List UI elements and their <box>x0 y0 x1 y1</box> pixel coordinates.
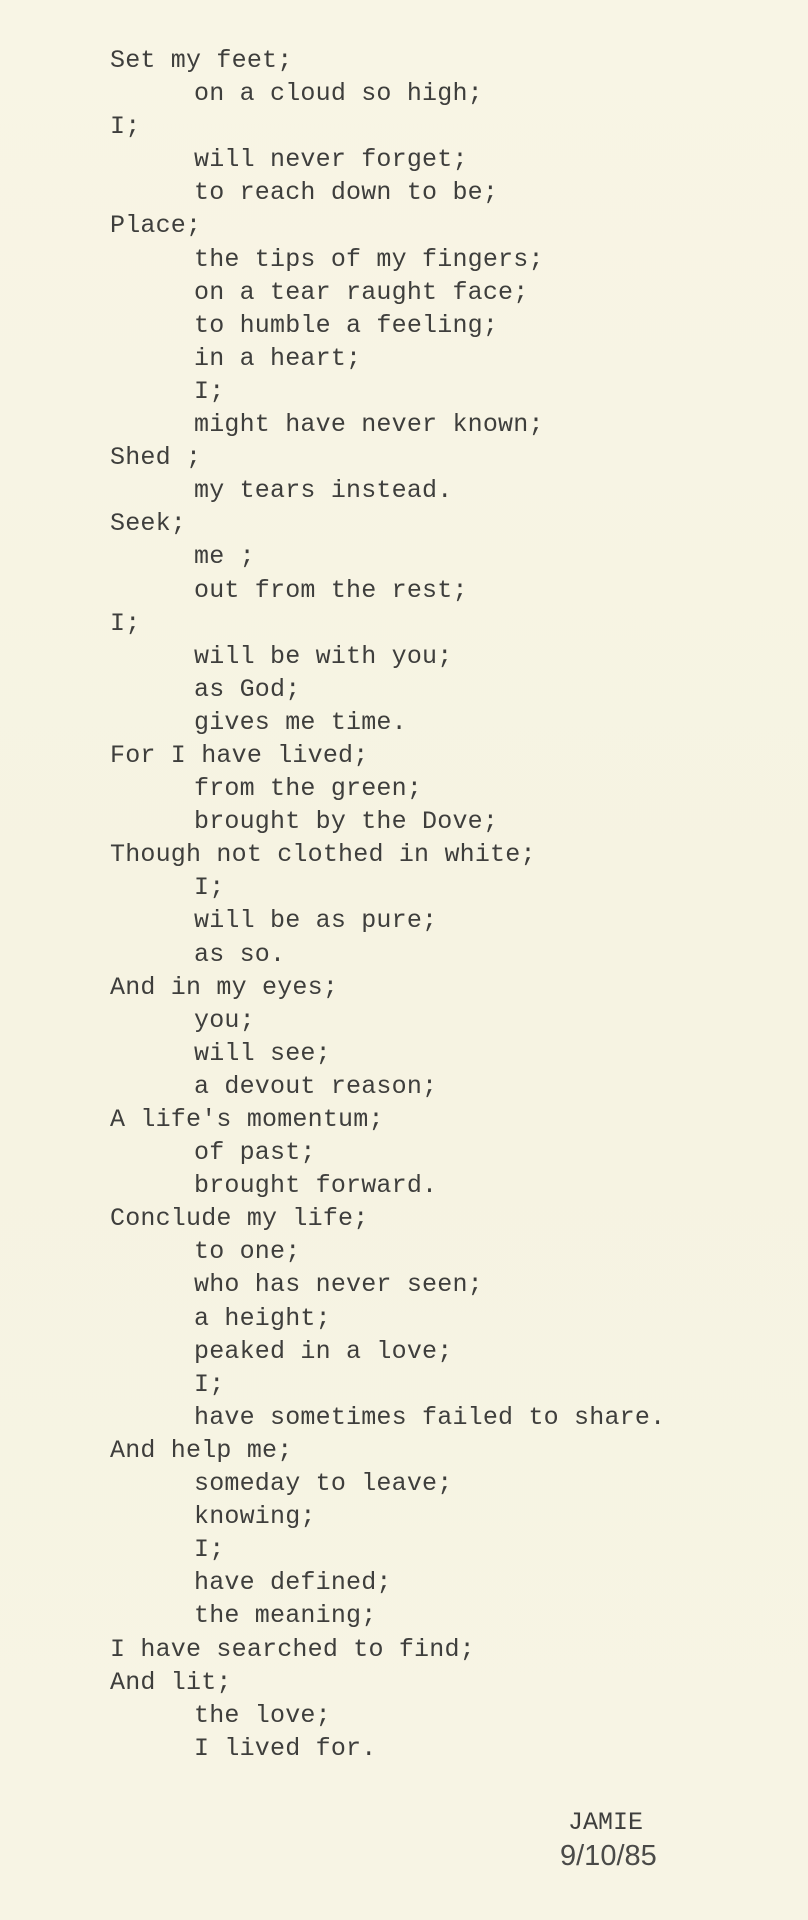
poem-line: out from the rest; <box>194 575 468 605</box>
poem-line: on a cloud so high; <box>194 79 483 109</box>
poem-line: to reach down to be; <box>194 178 499 208</box>
poem-line: A life's momentum; <box>110 1105 384 1134</box>
poem-line: will never forget; <box>194 145 468 175</box>
poem-line: And lit; <box>110 1667 232 1697</box>
poem-line: Though not clothed in white; <box>110 840 536 870</box>
poem-line: my tears instead. <box>194 476 453 506</box>
poem-line: will see; <box>194 1038 331 1068</box>
poem-line: a devout reason; <box>194 1071 438 1101</box>
author-name: JAMIE <box>568 1808 644 1837</box>
poem-line: Conclude my life; <box>110 1204 369 1234</box>
poem-line: to humble a feeling; <box>194 310 499 340</box>
poem-line: have sometimes failed to share. <box>194 1402 666 1432</box>
poem-line: I have searched to find; <box>110 1634 475 1664</box>
poem-line: knowing; <box>194 1502 316 1532</box>
poem-line: me ; <box>194 542 255 572</box>
poem-line: Set my feet; <box>110 46 293 75</box>
poem-line: in a heart; <box>194 343 362 373</box>
poem-line: will be with you; <box>194 641 453 671</box>
signature-block <box>560 1808 657 1874</box>
poem-line: the tips of my fingers; <box>194 244 544 274</box>
poem-line: I; <box>194 873 225 903</box>
poem-line: brought forward. <box>194 1171 438 1201</box>
poem-line: I lived for. <box>194 1733 377 1763</box>
poem-line: as so. <box>194 939 286 969</box>
poem-line: will be as pure; <box>194 906 438 936</box>
poem-body <box>110 44 665 1765</box>
poem-line: Shed ; <box>110 443 202 473</box>
poem-line: who has never seen; <box>194 1270 483 1300</box>
poem-line: I; <box>110 608 141 638</box>
poem-line: And help me; <box>110 1435 293 1465</box>
poem-line: of past; <box>194 1138 316 1168</box>
poem-line: someday to leave; <box>194 1469 453 1499</box>
poem-line: gives me time. <box>194 707 407 737</box>
poem-line: brought by the Dove; <box>194 807 499 837</box>
poem-line: might have never known; <box>194 410 544 440</box>
poem-line: For I have lived; <box>110 740 369 770</box>
poem-line: I; <box>194 376 225 406</box>
poem-line: as God; <box>194 674 301 704</box>
poem-line: I; <box>110 112 141 142</box>
poem-line: you; <box>194 1005 255 1035</box>
poem-line: have defined; <box>194 1568 392 1598</box>
poem-line: peaked in a love; <box>194 1336 453 1366</box>
poem-date: 9/10/85 <box>560 1840 657 1872</box>
poem-line: on a tear raught face; <box>194 277 529 307</box>
poem-line: a height; <box>194 1303 331 1333</box>
poem-line: the meaning; <box>194 1601 377 1631</box>
poem-line: Place; <box>110 211 202 241</box>
poem-line: I; <box>194 1369 225 1399</box>
poem-line: Seek; <box>110 509 187 539</box>
poem-line: from the green; <box>194 774 423 804</box>
poem-line: to one; <box>194 1237 301 1267</box>
poem-line: And in my eyes; <box>110 972 339 1002</box>
poem-line: I; <box>194 1535 225 1565</box>
poem-line: the love; <box>194 1700 331 1730</box>
